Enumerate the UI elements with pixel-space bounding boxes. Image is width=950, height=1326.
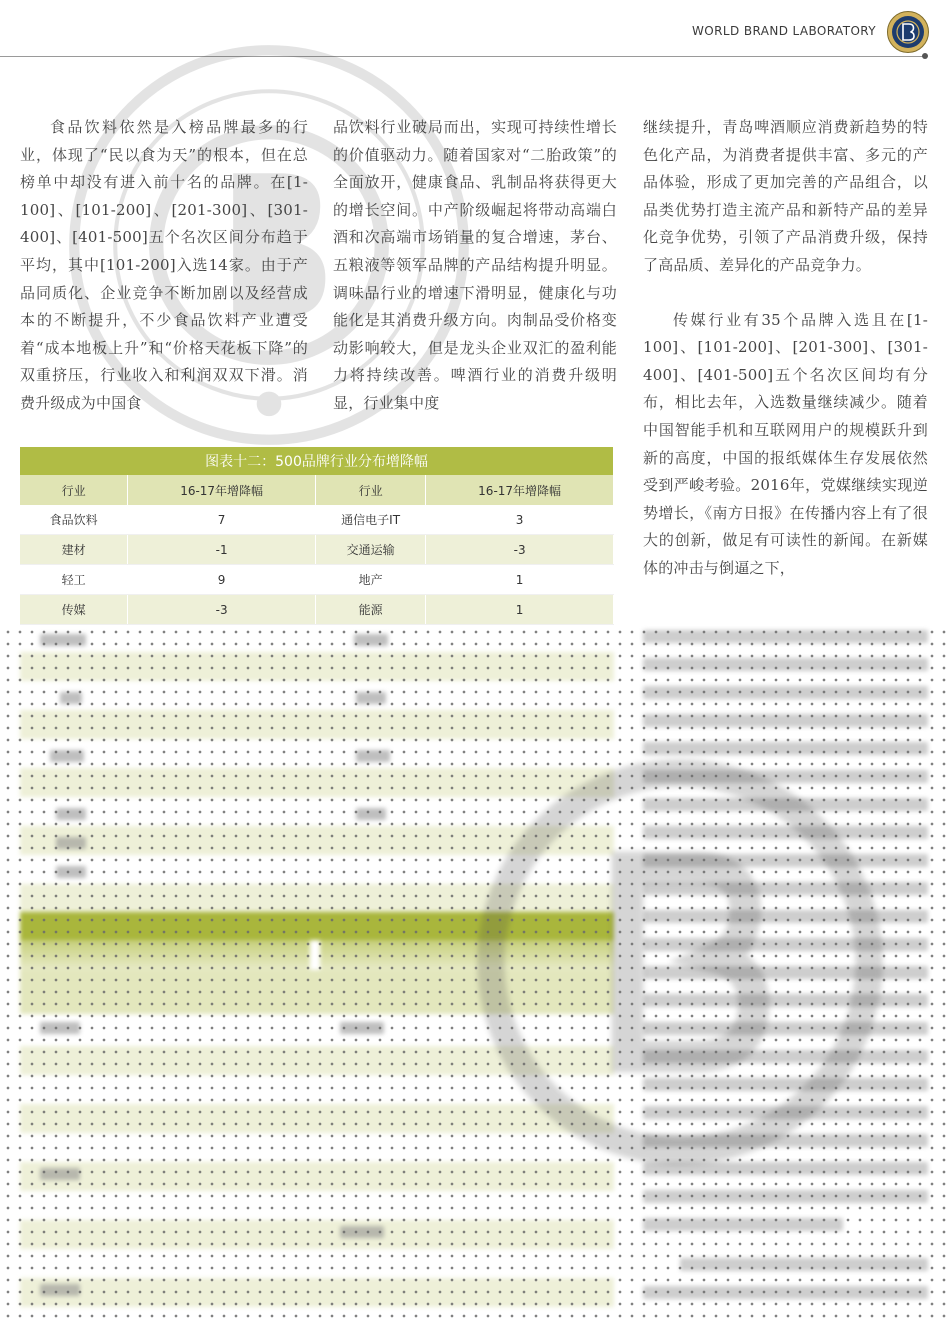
table-cell: -3 [426,535,614,565]
industry-change-table [20,447,614,625]
body-column-3 [643,114,928,583]
table-header-cell: 行业 [315,475,425,505]
paragraph-food-beverage-cont: 品饮料行业破局而出，实现可持续性增长的价值驱动力。随着国家对“二胎政策”的全面放开，健康食品、乳制品将获得更大的增长空间。中产阶级崛起将带动高端白酒和次高端市场销量的复合增速，茅台、五粮液等领军品牌的产品结构提升明显。调味品行业的增速下滑明显，健康化与功能化是其消费升级方向。肉制品受价格变动影响较大，但是龙头企业双汇的盈利能力将持续改善。啤酒行业的消费升级明显，行业集中度 [333,118,617,412]
table-cell: 7 [128,505,316,535]
table-cell: 轻工 [20,565,128,595]
table-cell: 3 [426,505,614,535]
table-cell: 建材 [20,535,128,565]
table-cell: 通信电子IT [315,505,425,535]
table-cell: 食品饮料 [20,505,128,535]
table-cell: 地产 [315,565,425,595]
table-header-cell: 行业 [20,475,128,505]
table-cell: 1 [426,565,614,595]
table-cell: 1 [426,595,614,625]
table-row [20,565,614,595]
header-rule [0,56,926,57]
table-cell: -3 [128,595,316,625]
paragraph-food-beverage: 食品饮料依然是入榜品牌最多的行业，体现了“民以食为天”的根本，但在总榜单中却没有进入前十名的品牌。在[1-100]、[101-200]、[201-300]、[301-400]、[401-500]五个名次区间分布趋于平均，其中[101-200]入选14家。由于产品同质化、企业竞争不断加剧以及经营成本的不断提升，不少食品饮料产业遭受着“成本地板上升”和“价格天花板下降”的双重挤压，行业收入和利润双双下滑。消费升级成为中国食 [20,118,308,412]
table-row [20,595,614,625]
table-header-cell: 16-17年增降幅 [426,475,614,505]
table-header-row [20,475,614,505]
table-title: 图表十二：500品牌行业分布增降幅 [20,447,614,475]
obscured-region [0,622,950,1326]
table-cell: 9 [128,565,316,595]
paragraph-beer: 继续提升，青岛啤酒顺应消费新趋势的特色化产品，为消费者提供丰富、多元的产品体验，形成了更加完善的产品组合，以品类优势打造主流产品和新特产品的差异化竞争优势，引领了产品消费升级，保持了高品质、差异化的产品竞争力。 [643,118,928,274]
table-cell: 能源 [315,595,425,625]
body-column-2 [333,114,617,418]
body-column-1 [20,114,308,418]
header-brand: WORLD BRAND LABORATORY [692,24,876,38]
table-cell: -1 [128,535,316,565]
table-header-cell: 16-17年增降幅 [128,475,316,505]
table-cell: 交通运输 [315,535,425,565]
dot-pattern-overlay [0,622,950,1326]
paragraph-media: 传媒行业有35个品牌入选且在[1-100]、[101-200]、[201-300]、[301-400]、[401-500]五个名次区间均有分布，相比去年，入选数量继续减少。随着中国智能手机和互联网用户的规模跃升到新的高度，中国的报纸媒体生存发展依然受到严峻考验。2016年，党媒继续实现逆势增长，《南方日报》在传播内容上有了很大的创新，做足有可读性的新闻。在新媒体的冲击与倒逼之下， [643,310,928,577]
table-row [20,505,614,535]
world-brand-lab-logo-icon [886,10,930,54]
table-row [20,535,614,565]
header-dot [922,53,928,59]
table-cell: 传媒 [20,595,128,625]
